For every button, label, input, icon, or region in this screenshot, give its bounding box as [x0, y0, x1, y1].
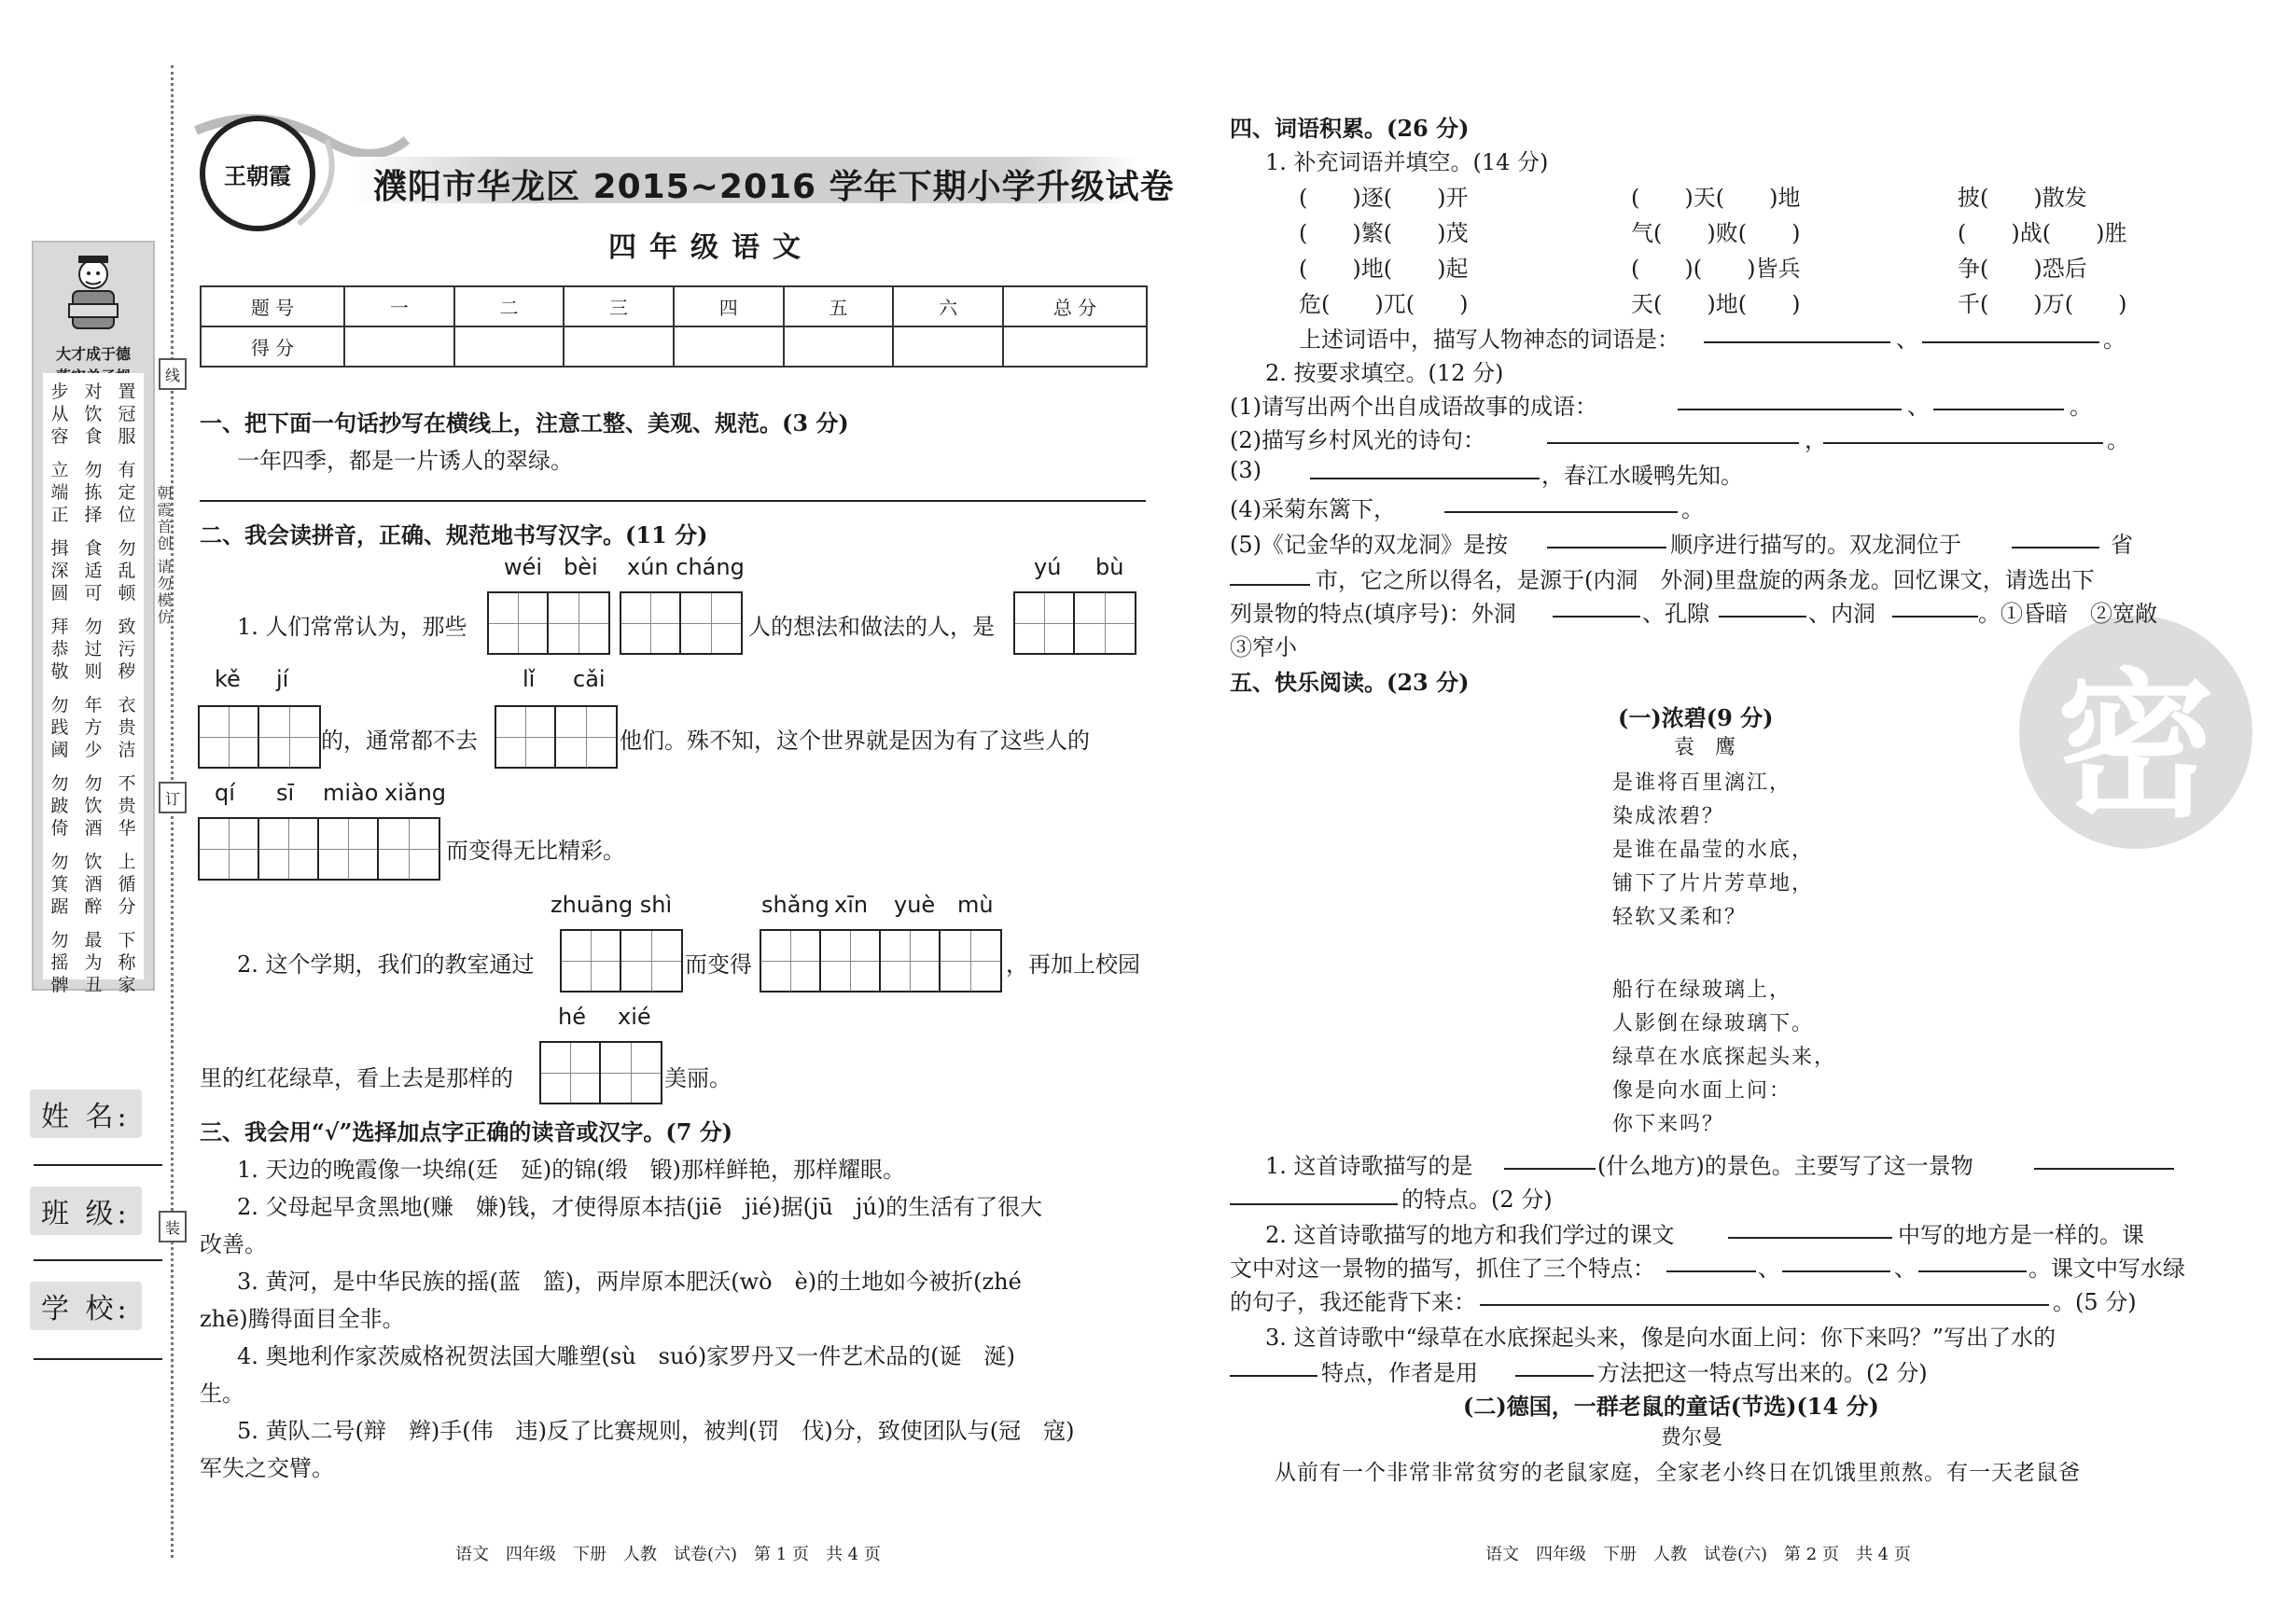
sidebar-panel: [32, 241, 155, 995]
table-cell: 一: [344, 286, 454, 326]
writing-grid[interactable]: [487, 591, 610, 655]
rule-char: 方: [84, 717, 103, 738]
question-text: ③窄小: [1230, 634, 1297, 660]
question-text: 。课文中写水绿: [2028, 1256, 2185, 1282]
school-label: 学 校:: [30, 1282, 142, 1330]
rule-char: 摇: [50, 952, 69, 973]
question-text: 美丽。: [664, 1065, 732, 1091]
rule-char: 勿: [50, 695, 69, 715]
answer-line[interactable]: [2034, 1168, 2174, 1170]
rule-char: 饮: [84, 404, 103, 424]
rule-char: 冠: [118, 404, 136, 424]
pinyin: kě: [215, 666, 241, 692]
rule-char: 服: [118, 426, 136, 447]
question-text: 1. 天边的晚霞像一块绵(廷 延)的锦(缎 锻)那样鲜艳，那样耀眼。: [237, 1157, 905, 1183]
question-text: 、: [1894, 1256, 1917, 1282]
rule-char: [114, 683, 140, 694]
reading-1-title: (一)浓碧(9 分): [1618, 704, 1774, 731]
question-text: ，再加上校园: [1006, 951, 1140, 978]
question-text: 。(5 分): [2053, 1289, 2137, 1315]
name-label: 姓 名:: [30, 1090, 142, 1138]
rule-char: [47, 604, 73, 616]
question-text: (4)采菊东篱下，: [1230, 496, 1396, 522]
poem-line: 轻软又柔和？: [1612, 906, 1748, 929]
table-row: [201, 286, 1147, 326]
idiom-blank[interactable]: 千( )万( ): [1958, 291, 2127, 317]
writing-grid[interactable]: [560, 929, 683, 992]
pinyin: wéi: [504, 554, 543, 580]
question-text: 市，它之所以得名，是源于(内洞 外洞)里盘旋的两条龙。回忆课文，请选出下: [1316, 567, 2095, 593]
pinyin: miào: [323, 780, 379, 806]
pinyin: lǐ: [523, 666, 536, 692]
rule-char: [114, 761, 140, 772]
score-input[interactable]: [344, 326, 454, 367]
pinyin: xīn: [834, 892, 869, 918]
question-text: 3. 黄河，是中华民族的摇(蓝 篮)，两岸原本肥沃(wò è)的土地如今被折(zhé: [237, 1269, 1022, 1295]
rule-char: 酒: [84, 818, 103, 839]
rule-char: [80, 526, 106, 537]
poem-line: 是谁在晶莹的水底，: [1612, 839, 1815, 862]
score-input[interactable]: [784, 326, 894, 367]
writing-grid[interactable]: [539, 1041, 662, 1104]
writing-grid[interactable]: [760, 929, 1002, 992]
table-cell: 得 分: [201, 326, 344, 367]
rule-char: 酒: [84, 874, 103, 895]
question-text: 2. 这个学期，我们的教室通过: [237, 951, 535, 978]
exam-subtitle: 四年级语文: [608, 231, 814, 264]
writing-grid[interactable]: [495, 705, 618, 769]
score-input[interactable]: [893, 326, 1003, 367]
rule-char: 位: [118, 505, 136, 525]
idiom-blank[interactable]: 危( )兀( ): [1299, 291, 1469, 317]
rule-char: 少: [84, 740, 103, 760]
pinyin: cǎi: [573, 666, 606, 692]
rule-char: 择: [84, 505, 103, 525]
rule-char: 衣: [118, 695, 136, 715]
question-text: 中写的地方是一样的。课: [1898, 1222, 2144, 1248]
score-input[interactable]: [674, 326, 784, 367]
question-text: 3. 这首诗歌中“绿草在水底探起头来，像是向水面上问：你下来吗？”写出了水的: [1265, 1325, 2056, 1351]
rule-char: [47, 918, 73, 929]
question-text: (2)描写乡村风光的诗句：: [1230, 427, 1485, 453]
rule-char: 践: [50, 717, 69, 738]
question-text: 省: [2111, 532, 2133, 558]
answer-line[interactable]: [2012, 547, 2099, 548]
pinyin: bèi: [564, 554, 598, 580]
answer-line[interactable]: [1719, 616, 1806, 618]
rule-char: 饮: [84, 852, 103, 872]
rule-char: [80, 840, 106, 851]
answer-line[interactable]: [1553, 616, 1640, 618]
answer-line[interactable]: [1444, 511, 1678, 513]
writing-grid[interactable]: [198, 705, 321, 769]
rule-char: 食: [84, 538, 103, 559]
pinyin: shǎng: [761, 892, 829, 918]
table-cell: 五: [784, 286, 894, 326]
answer-line[interactable]: [1678, 409, 1902, 410]
rule-char: 为: [84, 952, 103, 973]
idiom-blank[interactable]: ( )天( )地: [1631, 185, 1801, 211]
question-text: 5. 黄队二号(辩 辫)手(伟 违)反了比赛规则，被判(罚 伐)分，致使团队与(冠 寇): [237, 1418, 1075, 1444]
rule-char: 勿: [84, 460, 103, 480]
rule-char: 秽: [118, 661, 136, 682]
question-text: zhē)腾得面目全非。: [200, 1306, 405, 1332]
pinyin: xún cháng: [627, 554, 745, 580]
answer-line[interactable]: [1823, 442, 2103, 444]
question-text: 、孔隙: [1642, 601, 1709, 627]
name-field[interactable]: [34, 1164, 162, 1166]
question-text: 、: [1758, 1256, 1780, 1282]
rule-char: [47, 761, 73, 772]
reading-2-author: 费尔曼: [1661, 1426, 1723, 1450]
cut-mark: 装: [159, 1211, 187, 1242]
idiom-blank[interactable]: 天( )地( ): [1631, 291, 1801, 317]
vertical-note: 朝霞首创 请勿模仿: [155, 485, 173, 627]
rule-char: 立: [50, 460, 69, 480]
rule-char: 污: [118, 639, 136, 659]
writing-grid[interactable]: [620, 591, 743, 655]
poem-line: 绿草在水底探起头来，: [1612, 1046, 1837, 1069]
rule-char: [80, 448, 106, 459]
exam-title: 濮阳市华龙区 2015~2016 学年下期小学升级试卷: [373, 168, 1175, 206]
table-row: [201, 326, 1147, 367]
idiom-blank[interactable]: ( )逐( )开: [1299, 185, 1469, 211]
writing-grid[interactable]: [1013, 591, 1136, 655]
rule-char: 分: [118, 896, 136, 917]
table-cell: 总 分: [1003, 286, 1147, 326]
section-5-title: 五、快乐阅读。(23 分): [1230, 669, 1470, 696]
question-text: 他们。殊不知，这个世界就是因为有了这些人的: [620, 728, 1090, 754]
answer-line[interactable]: [1728, 1237, 1892, 1239]
rule-char: [114, 448, 140, 459]
answer-line[interactable]: [1230, 1203, 1398, 1205]
sidebar-rules: [43, 373, 144, 995]
rule-char: 适: [84, 561, 103, 581]
rule-char: 步: [50, 382, 69, 402]
rules-column: [114, 381, 140, 996]
question-text: 1. 人们常常认为，那些: [237, 614, 467, 640]
reading-2-title: (二)德国，一群老鼠的童话(节选)(14 分): [1463, 1393, 1879, 1420]
answer-line[interactable]: [1504, 1168, 1596, 1170]
answer-line[interactable]: [1310, 478, 1540, 479]
pinyin: yuè: [894, 892, 936, 918]
rule-char: [47, 840, 73, 851]
rules-column: [47, 381, 73, 996]
poem-line: 铺下了片片芳草地，: [1612, 872, 1815, 895]
rule-char: 则: [84, 661, 103, 682]
reading-2-text: 从前有一个非常非常贫穷的老鼠家庭，全家老小终日在饥饿里煎熬。有一天老鼠爸: [1275, 1461, 2081, 1485]
rule-char: 勿: [50, 852, 69, 872]
table-cell: 二: [454, 286, 565, 326]
question-text: 生。: [200, 1381, 244, 1407]
rule-char: 不: [118, 773, 136, 794]
rule-char: 勿: [84, 617, 103, 637]
question-text: 方法把这一特点写出来的。(2 分): [1597, 1360, 1928, 1386]
rule-char: [114, 604, 140, 616]
rule-char: 置: [118, 382, 136, 402]
rule-char: 勿: [118, 538, 136, 559]
rule-char: 容: [50, 426, 69, 447]
rule-char: 勿: [50, 773, 69, 794]
idiom-blank[interactable]: 披( )散发: [1958, 185, 2087, 211]
rule-char: 年: [84, 695, 103, 715]
rule-char: 饮: [84, 796, 103, 816]
rule-char: [80, 604, 106, 616]
answer-line[interactable]: [1547, 547, 1666, 548]
scholar-figure-icon: [65, 254, 121, 338]
answer-line[interactable]: [1230, 584, 1310, 586]
pinyin: xiǎng: [384, 780, 447, 806]
rule-char: [47, 448, 73, 459]
reading-1-author: 袁 鹰: [1674, 736, 1736, 759]
rule-char: 勿: [84, 773, 103, 794]
answer-line[interactable]: [1704, 341, 1890, 343]
rule-char: 最: [84, 930, 103, 951]
rule-char: 对: [84, 382, 103, 402]
rule-char: 深: [50, 561, 69, 581]
table-cell: 三: [564, 286, 674, 326]
answer-line[interactable]: [1922, 341, 2099, 343]
idiom-blank[interactable]: ( )( )皆兵: [1631, 256, 1801, 282]
pinyin: mù: [957, 892, 994, 918]
question-text: 的特点。(2 分): [1401, 1187, 1553, 1213]
rule-char: 拣: [84, 482, 103, 503]
question-text: 而变得: [685, 951, 752, 978]
answer-line[interactable]: [1547, 442, 1799, 444]
question-text: (1)请写出两个出自成语故事的成语：: [1230, 394, 1597, 420]
question-text: 4. 奥地利作家茨威格祝贺法国大雕塑(sù suó)家罗丹又一件艺术品的(诞 涎): [237, 1343, 1015, 1369]
rule-char: 家: [118, 975, 136, 995]
answer-line[interactable]: [1782, 1270, 1890, 1272]
rule-char: [80, 918, 106, 929]
answer-line[interactable]: [1666, 1270, 1756, 1272]
question-text: 而变得无比精彩。: [446, 838, 625, 864]
pinyin: yú: [1034, 554, 1062, 580]
rule-char: 丑: [84, 975, 103, 995]
rule-char: 拜: [50, 617, 69, 637]
rule-char: 端: [50, 482, 69, 503]
question-text: 特点，作者是用: [1321, 1360, 1478, 1386]
rule-char: 称: [118, 952, 136, 973]
score-input[interactable]: [564, 326, 674, 367]
rule-char: 洁: [118, 740, 136, 760]
question-text: (什么地方)的景色。主要写了这一景物: [1597, 1153, 1973, 1179]
question-text: 1. 这首诗歌描写的是: [1265, 1153, 1473, 1179]
rule-char: 定: [118, 482, 136, 503]
question-text: 的句子，我还能背下来：: [1230, 1289, 1476, 1315]
question-text: 1. 补充词语并填空。(14 分): [1265, 149, 1549, 175]
rule-char: 循: [118, 874, 136, 895]
answer-line[interactable]: [1892, 616, 1978, 618]
rule-char: [114, 526, 140, 537]
question-text: ，春江水暖鸭先知。: [1541, 463, 1743, 489]
publisher-logo: 王朝霞: [200, 116, 315, 231]
question-text: (5)《记金华的双龙洞》是按: [1230, 532, 1508, 558]
idiom-blank[interactable]: ( )地( )起: [1299, 256, 1469, 282]
score-input[interactable]: [1003, 326, 1147, 367]
rule-char: 倚: [50, 818, 69, 839]
school-field[interactable]: [34, 1358, 162, 1360]
page-footer: 语文 四年级 下册 人教 试卷(六) 第 2 页 共 4 页: [1485, 1545, 1911, 1564]
question-text: 顺序进行描写的。双龙洞位于: [1670, 532, 1961, 558]
answer-line[interactable]: [1480, 1304, 2049, 1306]
table-cell: 四: [674, 286, 784, 326]
question-text: 人的想法和做法的人，是: [748, 614, 995, 640]
copy-answer-line[interactable]: [200, 500, 1146, 502]
score-table: [200, 285, 1148, 368]
rules-column: [80, 381, 106, 996]
rule-char: 圆: [50, 583, 69, 604]
question-text: 、内洞: [1808, 601, 1875, 627]
question-text: 列景物的特点(填序号)：外洞: [1230, 601, 1516, 627]
pinyin: zhuāng shì: [551, 892, 673, 918]
poem-line: 船行在绿玻璃上，: [1612, 979, 1792, 1002]
poem-line: 人影倒在绿玻璃下。: [1612, 1012, 1815, 1035]
question-text: 文中对这一景物的描写，抓住了三个特点：: [1230, 1256, 1655, 1282]
rule-char: 阈: [50, 740, 69, 760]
answer-line[interactable]: [1230, 1375, 1317, 1377]
rule-char: [80, 683, 106, 694]
rule-char: 乱: [118, 561, 136, 581]
confidential-stamp: 密: [2019, 616, 2252, 849]
pinyin: jí: [276, 666, 289, 692]
idiom-blank[interactable]: ( )繁( )茂: [1299, 220, 1469, 246]
sidebar-slogan: 大才成于德: [55, 345, 131, 363]
rule-char: 食: [84, 426, 103, 447]
question-text: 2. 这首诗歌描写的地方和我们学过的课文: [1265, 1222, 1675, 1248]
rule-char: 下: [118, 930, 136, 951]
table-cell: 六: [893, 286, 1003, 326]
rule-char: [114, 840, 140, 851]
pinyin: sī: [276, 780, 295, 806]
rule-char: 揖: [50, 538, 69, 559]
rule-char: [80, 761, 106, 772]
cut-mark: 订: [159, 782, 187, 813]
rule-char: 致: [118, 617, 136, 637]
score-input[interactable]: [454, 326, 565, 367]
rule-char: 从: [50, 404, 69, 424]
rule-char: 髀: [50, 975, 69, 995]
section-3-title: 三、我会用“√”选择加点字正确的读音或汉字。(7 分): [200, 1118, 733, 1145]
class-label: 班 级:: [30, 1187, 142, 1235]
rule-char: 敬: [50, 661, 69, 682]
writing-grid[interactable]: [198, 817, 440, 881]
rule-char: [47, 683, 73, 694]
poem-line: 像是向水面上问：: [1612, 1079, 1792, 1103]
answer-line[interactable]: [1933, 409, 2064, 410]
question-text: 军失之交臂。: [200, 1455, 334, 1481]
rule-char: 贵: [118, 796, 136, 816]
table-cell: 题 号: [201, 286, 344, 326]
rule-char: 可: [84, 583, 103, 604]
copy-sentence: 一年四季，都是一片诱人的翠绿。: [237, 448, 573, 474]
question-text: 。①昏暗 ②宽敞: [1978, 601, 2157, 627]
idiom-blank[interactable]: 争( )恐后: [1958, 256, 2087, 282]
rule-char: 有: [118, 460, 136, 480]
rule-char: 踞: [50, 896, 69, 917]
rule-char: 箕: [50, 874, 69, 895]
rule-char: 跛: [50, 796, 69, 816]
pinyin: qí: [215, 780, 235, 806]
section-4-title: 四、词语积累。(26 分): [1230, 115, 1470, 142]
rule-char: 顿: [118, 583, 136, 604]
cut-mark: 线: [159, 358, 187, 390]
section-1-title: 一、把下面一句话抄写在横线上，注意工整、美观、规范。(3 分): [200, 409, 849, 437]
question-text: 上述词语中，描写人物神态的词语是：: [1299, 326, 1680, 353]
poem-line: 染成浓碧？: [1612, 805, 1725, 828]
rule-char: 贵: [118, 717, 136, 738]
question-text: 的，通常都不去: [321, 728, 478, 754]
answer-line[interactable]: [1515, 1375, 1594, 1377]
question-text: 里的红花绿草，看上去是那样的: [200, 1065, 513, 1091]
answer-line[interactable]: [1918, 1270, 2027, 1272]
question-text: 2. 父母起早贪黑地(赚 嫌)钱，才使得原本拮(jiē jié)据(jū jú)的生活有了很大: [237, 1194, 1043, 1220]
question-text: 2. 按要求填空。(12 分): [1265, 360, 1504, 386]
idiom-blank[interactable]: 气( )败( ): [1631, 220, 1801, 246]
pinyin: bù: [1095, 554, 1124, 580]
rule-char: 正: [50, 505, 69, 525]
rule-char: 醉: [84, 896, 103, 917]
section-2-title: 二、我会读拼音，正确、规范地书写汉字。(11 分): [200, 521, 708, 548]
rule-char: 勿: [50, 930, 69, 951]
question-text: (3): [1230, 457, 1261, 483]
rule-char: 过: [84, 639, 103, 659]
rule-char: 恭: [50, 639, 69, 659]
rule-char: [47, 526, 73, 537]
question-text: 改善。: [200, 1231, 267, 1257]
poem-line: 你下来吗？: [1612, 1113, 1725, 1136]
rule-char: [114, 918, 140, 929]
idiom-blank[interactable]: ( )战( )胜: [1958, 220, 2127, 246]
page-footer: 语文 四年级 下册 人教 试卷(六) 第 1 页 共 4 页: [455, 1545, 881, 1564]
class-field[interactable]: [34, 1259, 162, 1261]
pinyin: xié: [618, 1004, 651, 1030]
rule-char: 上: [118, 852, 136, 872]
poem-line: 是谁将百里漓江，: [1612, 771, 1792, 795]
rule-char: 华: [118, 818, 136, 839]
pinyin: hé: [558, 1004, 586, 1030]
